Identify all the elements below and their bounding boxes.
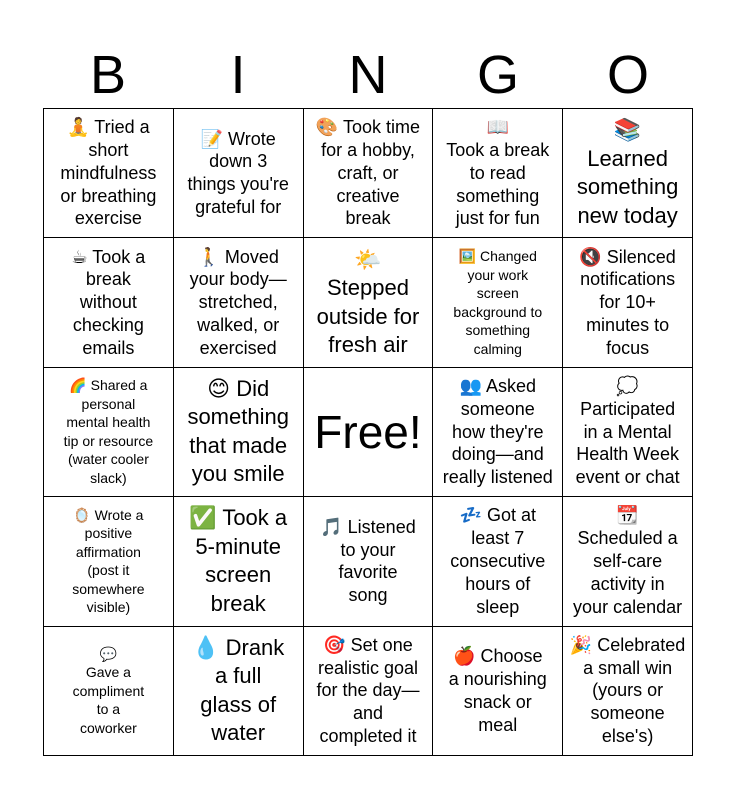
- cell-text: ☕ Took a break without checking emails: [71, 246, 146, 358]
- bingo-cell-4-1[interactable]: [44, 497, 174, 626]
- cell-text: 👥 Asked someone how they're doing—and really listened: [442, 376, 553, 488]
- bingo-cell-4-5[interactable]: [563, 497, 693, 626]
- cell-text: 💧 Drank a full glass of water: [192, 634, 285, 746]
- bingo-cell-1-5[interactable]: [563, 109, 693, 238]
- cell-text: 🎵 Listened to your favorite song: [320, 516, 416, 606]
- cell-text: 🎨 Took time for a hobby, craft, or creative break: [315, 117, 421, 229]
- cell-text: 🔇 Silenced notifications for 10+ minutes to focus: [579, 246, 676, 358]
- cell-text: 💤 Got at least 7 consecutive hours of sleep: [450, 505, 546, 617]
- bingo-cell-1-4[interactable]: [433, 109, 563, 238]
- bingo-cell-5-4[interactable]: [433, 627, 563, 756]
- cell-text: 🎉 Celebrated a small win (yours or someone else's): [569, 634, 686, 746]
- bingo-cell-4-2[interactable]: [174, 497, 304, 626]
- cell-text: ✅ Took a 5-minute screen break: [189, 505, 288, 616]
- cell-text: 📖 Took a break to read something just for fun: [446, 117, 550, 229]
- bingo-cell-3-1[interactable]: [44, 368, 174, 497]
- header-letter-g: G: [476, 45, 519, 105]
- cell-text: 📆 Scheduled a self-care activity in your calendar: [573, 505, 683, 617]
- header-letter-i: I: [230, 45, 246, 105]
- bingo-cell-5-1[interactable]: [44, 627, 174, 756]
- bingo-cell-5-2[interactable]: [174, 627, 304, 756]
- bingo-cell-5-3[interactable]: [304, 627, 434, 756]
- bingo-grid: [43, 108, 693, 756]
- bingo-cell-2-3[interactable]: [304, 238, 434, 367]
- cell-text: 🪞 Wrote a positive affirmation (post it somewhere visible): [72, 506, 145, 616]
- cell-text: 📚 Learned something new today: [576, 117, 679, 228]
- bingo-cell-1-1[interactable]: [44, 109, 174, 238]
- bingo-header: [43, 44, 693, 106]
- cell-text: 🚶 Moved your body— stretched, walked, or exercised: [189, 246, 287, 358]
- bingo-cell-4-4[interactable]: [433, 497, 563, 626]
- cell-text: 📝 Wrote down 3 things you're grateful for: [187, 128, 289, 217]
- cell-text: 🍎 Choose a nourishing snack or meal: [448, 646, 547, 735]
- header-letter-n: N: [348, 45, 388, 105]
- bingo-cell-5-5[interactable]: [563, 627, 693, 756]
- bingo-cell-3-2[interactable]: [174, 368, 304, 497]
- bingo-cell-1-2[interactable]: [174, 109, 304, 238]
- bingo-cell-1-3[interactable]: [304, 109, 434, 238]
- cell-text: 🌤️ Stepped outside for fresh air: [316, 246, 420, 358]
- cell-text: 😊 Did something that made you smile: [187, 375, 289, 487]
- bingo-cell-free[interactable]: [304, 368, 434, 497]
- cell-text: 🌈 Shared a personal mental health tip or resource (water cooler slack): [63, 377, 154, 486]
- bingo-cell-3-4[interactable]: [433, 368, 563, 497]
- cell-text: 💭 Participated in a Mental Health Week event or chat: [575, 376, 680, 488]
- bingo-cell-2-1[interactable]: [44, 238, 174, 367]
- bingo-cell-2-4[interactable]: [433, 238, 563, 367]
- free-space-text: Free!: [314, 405, 422, 458]
- cell-text: 🧘 Tried a short mindfulness or breathing exercise: [60, 117, 157, 229]
- header-letter-b: B: [89, 45, 127, 105]
- cell-text: 🎯 Set one realistic goal for the day— and completed it: [316, 634, 420, 746]
- header-letter-o: O: [606, 45, 649, 105]
- cell-text: 🖼️ Changed your work screen background to something calming: [453, 248, 543, 357]
- cell-text: 💬 Gave a compliment to a coworker: [72, 645, 145, 736]
- bingo-cell-4-3[interactable]: [304, 497, 434, 626]
- bingo-cell-2-2[interactable]: [174, 238, 304, 367]
- bingo-cell-3-5[interactable]: [563, 368, 693, 497]
- bingo-cell-2-5[interactable]: [563, 238, 693, 367]
